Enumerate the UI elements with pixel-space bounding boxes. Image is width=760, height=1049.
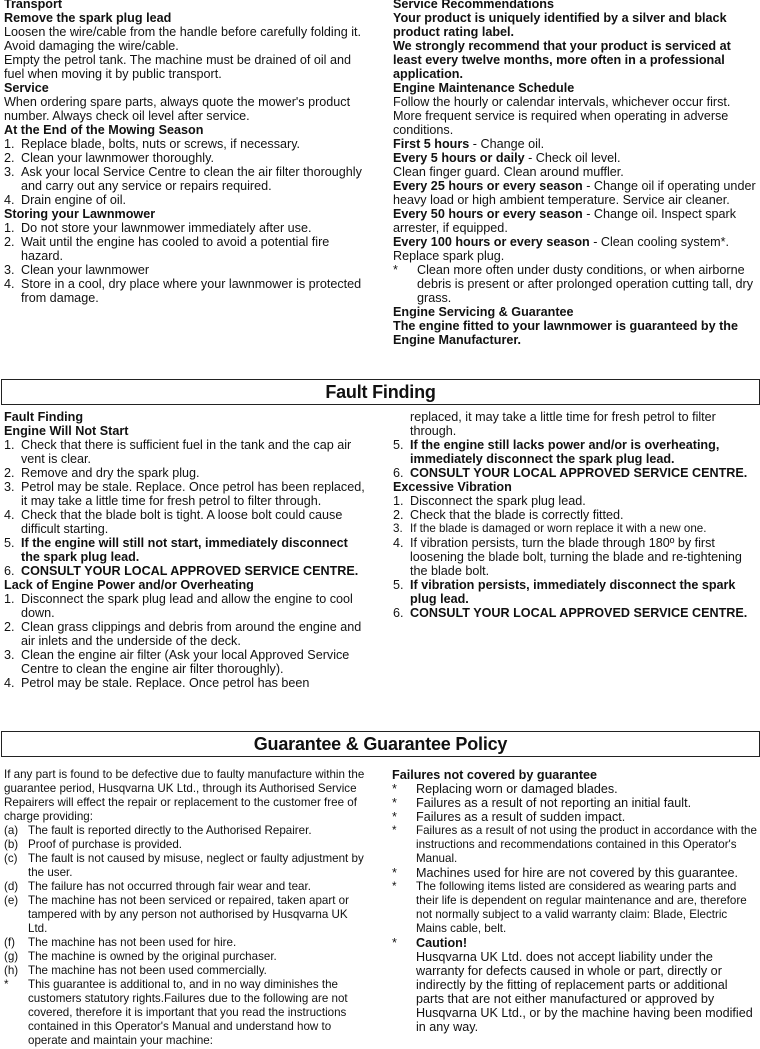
list-item: 2. Clean grass clippings and debris from around the engine and air inlets and the underside of the deck. — [4, 620, 362, 648]
list-item: 6. CONSULT YOUR LOCAL APPROVED SERVICE CENTRE. — [393, 606, 748, 620]
guarantee-left-column — [4, 768, 368, 1048]
transport-heading: Transport — [4, 0, 63, 11]
list-item: 1. Replace blade, bolts, nuts or screws, if necessary. — [4, 137, 301, 151]
list-item: (b) Proof of purchase is provided. — [4, 838, 183, 851]
list-item: 4. Check that the blade bolt is tight. A loose bolt could cause difficult starting. — [4, 508, 343, 536]
engine-servicing-heading: Engine Servicing & Guarantee — [393, 305, 574, 319]
caution-text: Husqvarna UK Ltd. does not accept liability under the warranty for defects caused in whole or part, directly or indirectly by the fitting of replacement parts or additional parts that are not either manufactured or approved by Husqvarna UK Ltd., or by the machine having been modified in any way. — [416, 950, 753, 1034]
statutory-rights-note: * This guarantee is additional to, and in no way diminishes the customers statutory rights.Failures due to the following are not covered, therefore it is important that you read the instructions contained in this Operator's Manual and understand how to operate and maintain your machine: — [4, 978, 348, 1047]
list-item: 2. Wait until the engine has cooled to avoid a potential fire hazard. — [4, 235, 330, 263]
fault-left-column — [4, 410, 370, 690]
list-item: 1. Disconnect the spark plug lead and allow the engine to cool down. — [4, 592, 353, 620]
excessive-vibration-heading: Excessive Vibration — [393, 480, 512, 494]
failures-not-covered-heading: Failures not covered by guarantee — [392, 768, 598, 782]
list-item: 4. If vibration persists, turn the blade through 180º by first loosening the blade bolt, turning the blade and re-tightening the blade bolt. — [393, 536, 742, 578]
list-item: (a) The fault is reported directly to the Authorised Repairer. — [4, 824, 312, 837]
schedule-text: Follow the hourly or calendar intervals, whichever occur first. More frequent service is required when operating in adverse conditions. — [393, 95, 731, 137]
engine-not-start-heading: Engine Will Not Start — [4, 424, 129, 438]
list-item: (d) The failure has not occurred through fair wear and tear. — [4, 880, 311, 893]
rating-label-text: Your product is uniquely identified by a silver and black product rating label. — [393, 11, 727, 39]
list-item: * Failures as a result of sudden impact. — [392, 810, 626, 824]
top-right-column — [393, 0, 759, 347]
storing-list — [4, 221, 368, 305]
list-item: 4. Store in a cool, dry place where your lawnmower is protected from damage. — [4, 277, 362, 305]
guarantee-banner: Guarantee & Guarantee Policy — [1, 731, 760, 757]
list-item: * Failures as a result of not using the product in accordance with the instructions and recommendations contained in this Operator's Manual. — [392, 824, 757, 865]
schedule-every-50: Every 50 hours or every season - Change oil. Inspect spark arrester, if equipped. — [393, 207, 737, 235]
list-item: (e) The machine has not been serviced or repaired, taken apart or tampered with by any person not authorised by Husqvarna UK Ltd. — [4, 894, 349, 935]
service-recommendations-heading: Service Recommendations — [393, 0, 554, 11]
list-item: 3. Clean the engine air filter (Ask your local Approved Service Centre to clean the engine air filter thoroughly). — [4, 648, 350, 676]
list-item: * Replacing worn or damaged blades. — [392, 782, 618, 796]
list-item: * Machines used for hire are not covered by this guarantee. — [392, 866, 739, 880]
maintenance-schedule-heading: Engine Maintenance Schedule — [393, 81, 575, 95]
fault-finding-heading: Fault Finding — [4, 410, 84, 424]
end-season-list — [4, 137, 368, 207]
engine-guarantee-text: The engine fitted to your lawnmower is guaranteed by the Engine Manufacturer. — [393, 319, 738, 347]
spark-plug-text: Loosen the wire/cable from the handle before carefully folding it. Avoid damaging the wire/cable. — [4, 25, 362, 53]
list-item: 2. Remove and dry the spark plug. — [4, 466, 200, 480]
list-item: 5. If the engine still lacks power and/or is overheating, immediately disconnect the spark plug lead. — [393, 438, 720, 466]
schedule-every-100: Every 100 hours or every season - Clean cooling system*. Replace spark plug. — [393, 235, 730, 263]
list-item: 3. Ask your local Service Centre to clean the air filter thoroughly and carry out any service or repairs required. — [4, 165, 362, 193]
list-item: (f) The machine has not been used for hire. — [4, 936, 237, 949]
service-frequency-text: We strongly recommend that your product is serviced at least every twelve months, more often in a professional application. — [393, 39, 731, 81]
list-item: 5. If vibration persists, immediately disconnect the spark plug lead. — [393, 578, 736, 606]
list-item: 3. If the blade is damaged or worn replace it with a new one. — [393, 522, 707, 535]
schedule-footnote: * Clean more often under dusty conditions, or when airborne debris is present or after prolonged operation cutting tall, dry grass. — [393, 263, 754, 305]
guarantee-right-column — [392, 768, 758, 1034]
fault-right-column — [393, 410, 759, 620]
list-item: 2. Check that the blade is correctly fitted. — [393, 508, 624, 522]
schedule-first-5: First 5 hours - Change oil. — [393, 137, 545, 151]
list-item: 4. Drain engine of oil. — [4, 193, 127, 207]
fault-finding-banner: Fault Finding — [1, 379, 760, 405]
list-item: (h) The machine has not been used commercially. — [4, 964, 267, 977]
list-item: 2. Clean your lawnmower thoroughly. — [4, 151, 214, 165]
schedule-every-5: Every 5 hours or daily - Check oil level. — [393, 151, 621, 165]
list-item: (g) The machine is owned by the original purchaser. — [4, 950, 277, 963]
schedule-every-25: Every 25 hours or every season - Change oil if operating under heavy load or high ambient temperature. Service air cleaner. — [393, 179, 756, 207]
list-item: 1. Disconnect the spark plug lead. — [393, 494, 586, 508]
end-season-heading: At the End of the Mowing Season — [4, 123, 204, 137]
storing-heading: Storing your Lawnmower — [4, 207, 156, 221]
guarantee-intro: If any part is found to be defective due to faulty manufacture within the guarantee period, Husqvarna UK Ltd., through its Authorised Service Repairers will effect the repair or replacement to the customer free of charge providing: — [4, 768, 365, 823]
list-item: (c) The fault is not caused by misuse, neglect or faulty adjustment by the user. — [4, 852, 364, 879]
service-text: When ordering spare parts, always quote the mower's product number. Always check oil level after service. — [4, 95, 351, 123]
petrol-continued-text: replaced, it may take a little time for fresh petrol to filter through. — [410, 410, 716, 438]
list-item: 1. Check that there is sufficient fuel in the tank and the cap air vent is clear. — [4, 438, 352, 466]
petrol-text: Empty the petrol tank. The machine must be drained of oil and fuel when moving it by public transport. — [4, 53, 351, 81]
list-item: 6. CONSULT YOUR LOCAL APPROVED SERVICE CENTRE. — [393, 466, 748, 480]
list-item: 6. CONSULT YOUR LOCAL APPROVED SERVICE CENTRE. — [4, 564, 359, 578]
list-item: 4. Petrol may be stale. Replace. Once petrol has been — [4, 676, 310, 690]
lack-of-power-heading: Lack of Engine Power and/or Overheating — [4, 578, 254, 592]
schedule-every-5-extra: Clean finger guard. Clean around muffler. — [393, 165, 624, 179]
spark-plug-heading: Remove the spark plug lead — [4, 11, 172, 25]
caution-label: Caution! — [416, 936, 468, 950]
caution-note: * Caution! Husqvarna UK Ltd. does not accept liability under the warranty for defects caused in whole or part, directly or indirectly by the fitting of replacement parts or additional parts that are not either manufactured or approved by Husqvarna UK Ltd., or by the machine having been modified in any way. — [392, 936, 758, 1034]
service-heading: Service — [4, 81, 49, 95]
list-item: * The following items listed are considered as wearing parts and their life is dependent on regular maintenance and are, therefore not normally subject to a valid warranty claim: Blade, Electric Mains cable, belt. — [392, 880, 747, 935]
top-left-column — [4, 0, 368, 305]
list-item: 1. Do not store your lawnmower immediately after use. — [4, 221, 312, 235]
list-item: 5. If the engine will still not start, immediately disconnect the spark plug lead. — [4, 536, 348, 564]
list-item: 3. Clean your lawnmower — [4, 263, 150, 277]
list-item: 3. Petrol may be stale. Replace. Once petrol has been replaced, it may take a little time for fresh petrol to filter through. — [4, 480, 365, 508]
list-item: * Failures as a result of not reporting an initial fault. — [392, 796, 692, 810]
